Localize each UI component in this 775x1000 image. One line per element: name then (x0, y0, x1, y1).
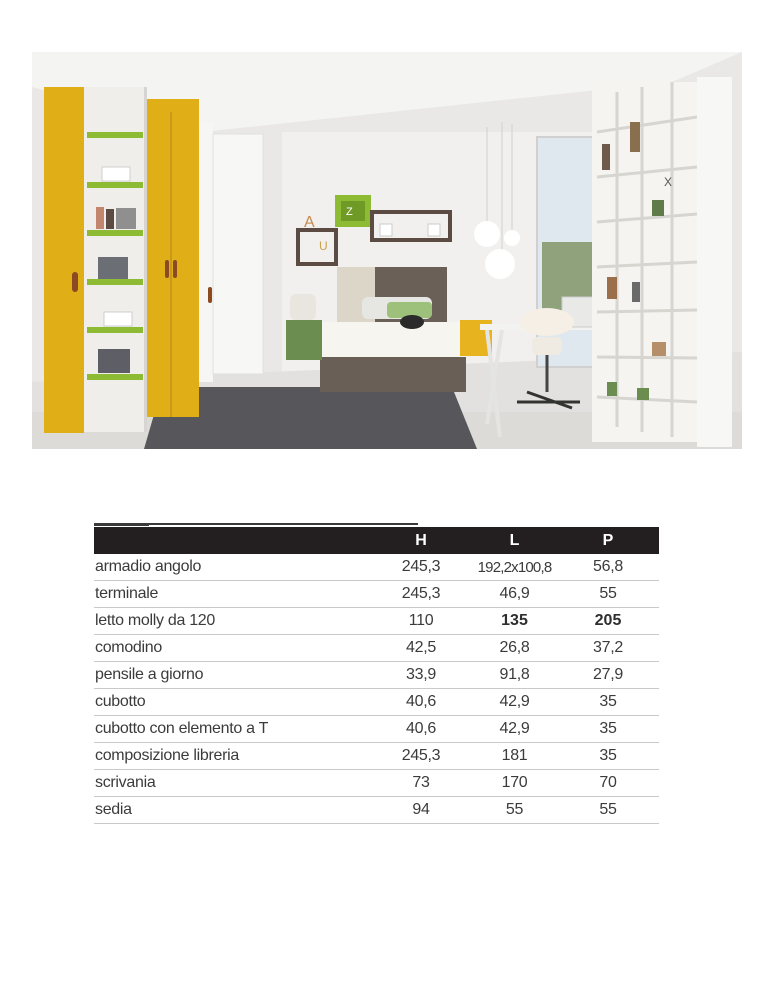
item-name: pensile a giorno (94, 662, 370, 689)
item-l: 55 (472, 797, 557, 824)
table-row (94, 797, 659, 824)
header-h: H (370, 527, 472, 554)
item-h: 245,3 (370, 554, 472, 581)
item-name: comodino (94, 635, 370, 662)
shelf-letter: A (304, 214, 315, 231)
item-p: 56,8 (557, 554, 659, 581)
item-p: 70 (557, 770, 659, 797)
item-p: 55 (557, 797, 659, 824)
table-row (94, 581, 659, 608)
table-row (94, 554, 659, 581)
item-p: 37,2 (557, 635, 659, 662)
item-l: 192,2x100,8 (472, 554, 557, 581)
item-p: 35 (557, 689, 659, 716)
item-p: 35 (557, 743, 659, 770)
table-header-row (94, 527, 659, 554)
table-row (94, 635, 659, 662)
item-name: sedia (94, 797, 370, 824)
item-l: 135 (472, 608, 557, 635)
dimensions-table (94, 527, 659, 824)
item-l: 181 (472, 743, 557, 770)
item-h: 73 (370, 770, 472, 797)
shelf-letter: Z (346, 206, 353, 218)
item-h: 245,3 (370, 581, 472, 608)
shelf-letter: X (664, 175, 673, 189)
table-row (94, 770, 659, 797)
item-p: 205 (557, 608, 659, 635)
header-l: L (472, 527, 557, 554)
table-row (94, 608, 659, 635)
table-row (94, 716, 659, 743)
item-l: 42,9 (472, 716, 557, 743)
item-l: 42,9 (472, 689, 557, 716)
header-p: P (557, 527, 659, 554)
item-name: armadio angolo (94, 554, 370, 581)
table-row (94, 689, 659, 716)
item-name: letto molly da 120 (94, 608, 370, 635)
header-name (94, 527, 370, 554)
shelf-letter: U (319, 239, 328, 253)
item-h: 33,9 (370, 662, 472, 689)
item-h: 40,6 (370, 716, 472, 743)
table-top-rule-thin (94, 525, 149, 526)
item-h: 40,6 (370, 689, 472, 716)
item-h: 245,3 (370, 743, 472, 770)
item-l: 26,8 (472, 635, 557, 662)
item-h: 94 (370, 797, 472, 824)
item-name: cubotto con elemento a T (94, 716, 370, 743)
item-name: terminale (94, 581, 370, 608)
item-p: 55 (557, 581, 659, 608)
table-row (94, 662, 659, 689)
item-l: 170 (472, 770, 557, 797)
item-name: cubotto (94, 689, 370, 716)
item-name: composizione libreria (94, 743, 370, 770)
room-photo (32, 52, 742, 449)
item-name: scrivania (94, 770, 370, 797)
item-l: 46,9 (472, 581, 557, 608)
item-p: 27,9 (557, 662, 659, 689)
table-row (94, 743, 659, 770)
item-l: 91,8 (472, 662, 557, 689)
item-p: 35 (557, 716, 659, 743)
item-h: 42,5 (370, 635, 472, 662)
item-h: 110 (370, 608, 472, 635)
